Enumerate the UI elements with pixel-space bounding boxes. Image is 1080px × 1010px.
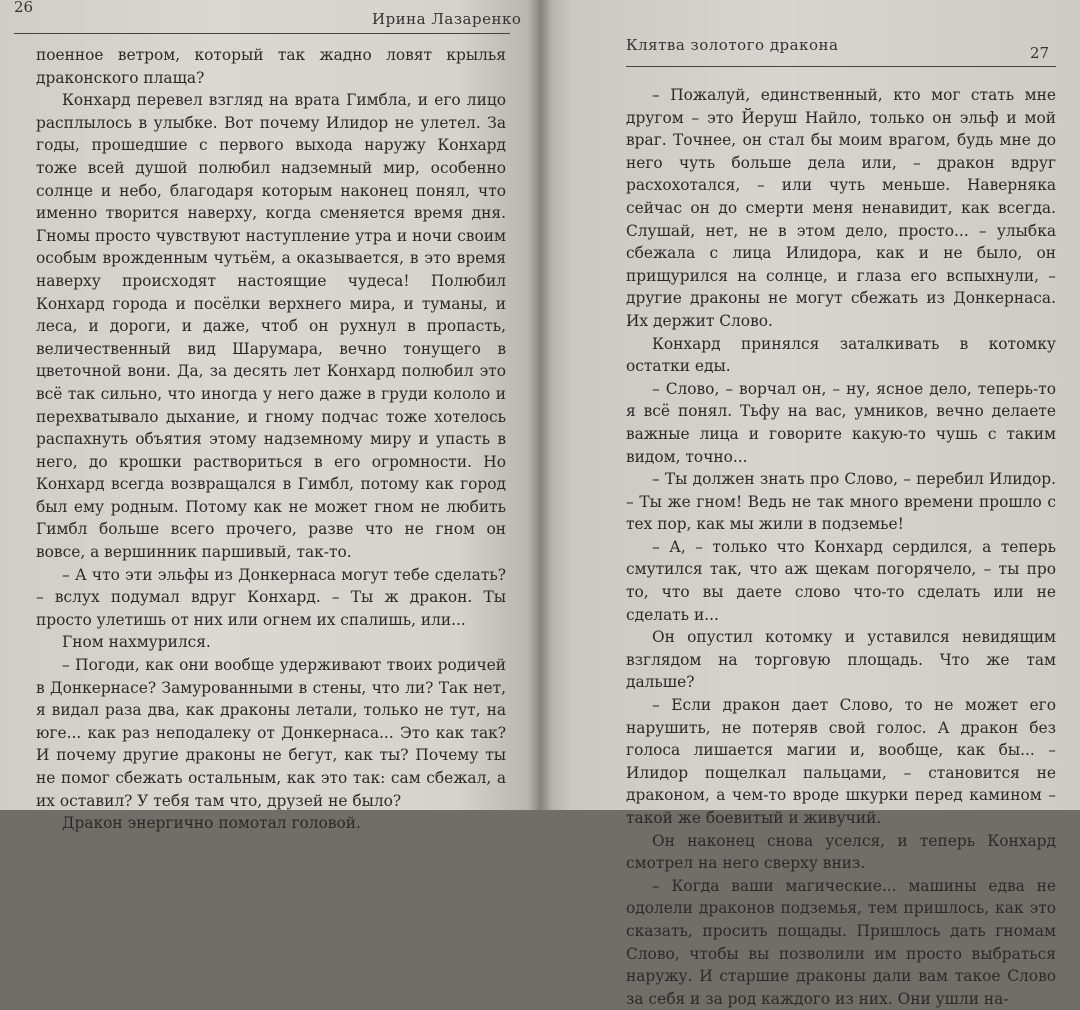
paragraph: – Ты должен знать про Слово, – перебил Илидор. – Ты же гном! Ведь не так много времени прошло с тех пор, как мы жили в подземье! <box>626 470 1056 534</box>
paragraph: – Погоди, как они вообще удерживают твоих родичей в Донкернасе? Замурованными в стены, что ли? Так нет, я видал раза два, как драконы летали, только не тут, на юге... как раз неподалеку от Донкернаса... Это как так? И почему другие драконы не бегут, как ты? Почему ты не помог сбежать остальным, как это так: сам сбежал, а их оставил? У тебя там что, друзей не было? <box>36 656 506 810</box>
paragraph: Он наконец снова уселся, и теперь Конхард смотрел на него сверху вниз. <box>626 831 1056 873</box>
paragraph: Он опустил котомку и уставился невидящим взглядом на торговую площадь. Что же там дальше? <box>626 628 1056 692</box>
paragraph: – А что эти эльфы из Донкернаса могут тебе сделать? – вслух подумал вдруг Конхард. – Ты ж дракон. Ты просто улетишь от них или огнем их спалишь, или... <box>36 565 506 629</box>
paragraph: Конхард перевел взгляд на врата Гимбла, и его лицо расплылось в улыбке. Вот почему Илидор не улетел. За годы, прошедшие с первого выхода наружу Конхард тоже всей душой полюбил надземный мир, особенно солнце и небо, благодаря которым наконец понял, что именно творится наверху, когда сменяется время дня. Гномы просто чувствуют наступление утра и ночи своим особым врожденным чутьём, а оказывается, в это время наверху происходят настоящие чудеса! Полюбил Конхард города и посёлки верхнего мира, и туманы, и леса, и дороги, и даже, чтоб он рухнул в пропасть, величественный вид Шарумара, вечно тонущего в цветочной вони. Да, за десять лет Конхард полюбил это всё так сильно, что иногда у него даже в груди кололо и перехватывало дыхание, и гному подчас тоже хотелось распахнуть объятия этому надземному миру и упасть в него, до крошки раствориться в его огромности. Но Конхард всегда возвращался в Гимбл, потому как город был ему родным. Потому как не может гном не любить Гимбл больше всего прочего, разве что не гном он вовсе, а вершинник паршивый, так-то. <box>36 91 506 562</box>
paragraph: Дракон энергично помотал головой. <box>62 814 361 833</box>
right-body-text <box>626 84 1056 1010</box>
right-page <box>540 0 1080 1008</box>
paragraph: – А, – только что Конхард сердился, а теперь смутился так, что аж щекам погорячело, – ты про то, что вы даете слово что-то сделать или не сделать и... <box>626 537 1056 624</box>
header-rule <box>14 33 510 34</box>
running-head: Клятва золотого дракона <box>626 36 839 54</box>
paragraph: – Если дракон дает Слово, то не может его нарушить, не потеряв свой голос. А дракон без голоса лишается магии и, вообще, как бы... – Илидор пощелкал пальцами, – становится не драконом, а чем-то вроде шкурки перед камином – такой же боевитый и живучий. <box>626 696 1056 827</box>
page-number: 27 <box>1030 44 1050 62</box>
header-rule <box>626 66 1056 67</box>
paragraph: – Когда ваши магические... машины едва не одолели драконов подземья, тем пришлось, как это сказать, просить пощады. Пришлось дать гномам Слово, чтобы вы позволили им просто выбраться наружу. И старшие драконы дали вам такое Слово за себя и за род каждого из них. Они ушли на- <box>626 876 1056 1008</box>
book-gutter <box>528 0 552 810</box>
page-number: 26 <box>14 0 34 16</box>
paragraph: Гном нахмурился. <box>62 633 211 652</box>
paragraph: – Слово, – ворчал он, – ну, ясное дело, теперь-то я всё понял. Тьфу на вас, умников, вечно делаете важные лица и говорите какую-то чушь с таким видом, точно... <box>626 379 1056 466</box>
paragraph: – Пожалуй, единственный, кто мог стать мне другом – это Йеруш Найло, только он эльф и мой враг. Точнее, он стал бы моим врагом, будь мне до него чуть больше дела или, – дракон вдруг расхохотался, – или чуть меньше. Наверняка сейчас он до смерти меня ненавидит, как всегда. Слушай, нет, не в этом дело, просто... – улыбка сбежала с лица Илидора, как и не было, он прищурился на солнце, и глаза его вспыхнули, – другие драконы не могут сбежать из Донкернаса. Их держит Слово. <box>626 86 1056 330</box>
running-head: Ирина Лазаренко <box>372 10 522 28</box>
paragraph: Конхард принялся заталкивать в котомку остатки еды. <box>626 334 1056 376</box>
left-page <box>0 0 540 833</box>
paragraph: поенное ветром, который так жадно ловят крылья драконского плаща? <box>36 46 506 87</box>
left-body-text <box>36 44 506 835</box>
